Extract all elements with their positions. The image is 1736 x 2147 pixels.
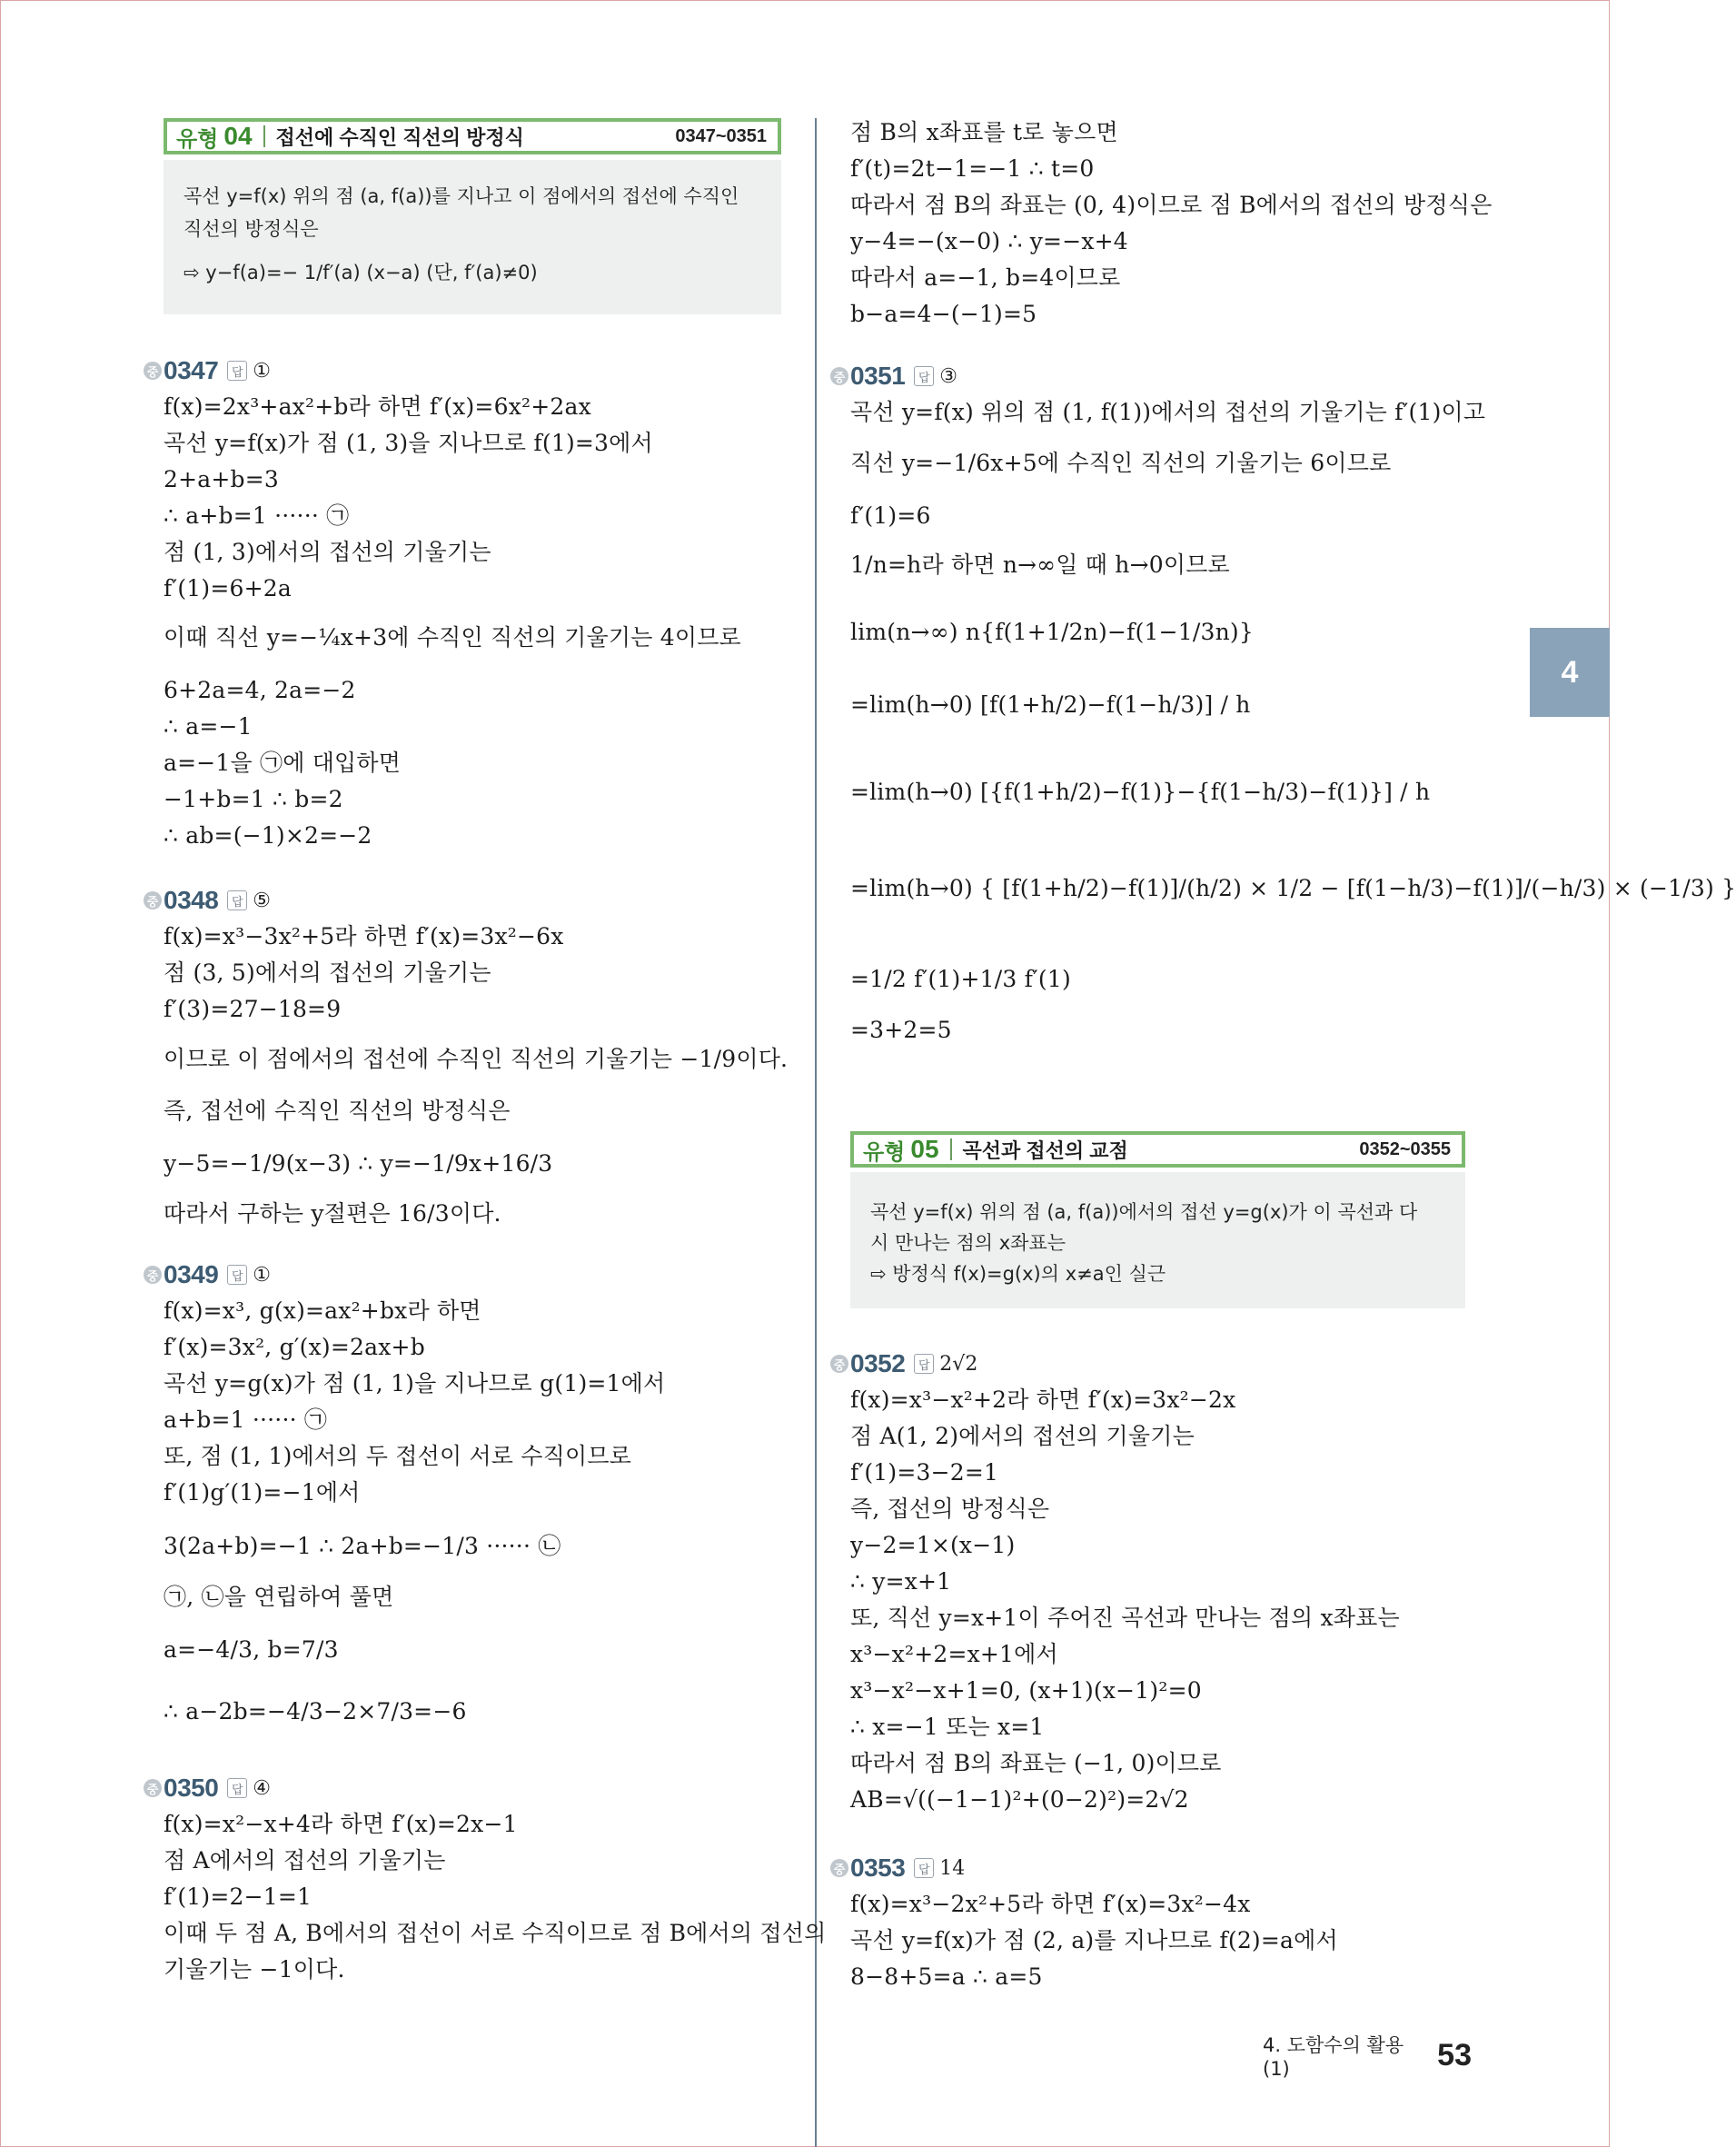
difficulty-badge: 중	[830, 1859, 848, 1877]
solution-line: 6+2a=4, 2a=−2	[164, 677, 356, 703]
solution-line: 또, 점 (1, 1)에서의 두 접선이 서로 수직이므로	[164, 1443, 632, 1469]
solution-line: y−4=−(x−0) ∴ y=−x+4	[850, 228, 1128, 254]
answer-value: ④	[253, 1776, 272, 1800]
type-range: 0352~0355	[1359, 1138, 1451, 1159]
solution-line: b−a=4−(−1)=5	[850, 301, 1037, 327]
solution-line: 곡선 y=f(x)가 점 (2, a)를 지나므로 f(2)=a에서	[850, 1927, 1338, 1953]
solution-line: 점 (3, 5)에서의 접선의 기울기는	[164, 959, 491, 986]
answer-tag: 답	[914, 366, 934, 386]
problem-number: 0352	[850, 1349, 906, 1377]
summary-line: 직선의 방정식은	[184, 218, 319, 240]
difficulty-badge: 중	[830, 1355, 848, 1373]
solution-line: f′(1)=6	[850, 502, 931, 529]
page-footer	[1263, 2034, 1472, 2080]
solution-line: ∴ y=x+1	[850, 1568, 952, 1595]
column-divider	[815, 118, 817, 2147]
answer-tag: 답	[914, 1858, 934, 1878]
difficulty-badge: 중	[144, 1779, 162, 1797]
solution-line: 3(2a+b)=−1 ∴ 2a+b=−1/3 ······ ㉡	[164, 1533, 561, 1559]
solution-line: 이므로 이 점에서의 접선에 수직인 직선의 기울기는 −1/9이다.	[164, 1046, 789, 1072]
type-title: 접선에 수직인 직선의 방정식	[275, 125, 524, 149]
solution-line: =3+2=5	[850, 1017, 952, 1043]
type-number: 04	[223, 122, 253, 150]
solution-line: 직선 y=−1/6x+5에 수직인 직선의 기울기는 6이므로	[850, 450, 1392, 476]
solution-line: f′(1)g′(1)=−1에서	[164, 1479, 361, 1506]
solution-line: 곡선 y=f(x)가 점 (1, 3)을 지나므로 f(1)=3에서	[164, 430, 653, 456]
solution-line: a=−1을 ㉠에 대입하면	[164, 750, 402, 776]
solution-line: 이때 두 점 A, B에서의 접선이 서로 수직이므로 점 B에서의 접선의	[164, 1920, 827, 1946]
solution-line: 곡선 y=g(x)가 점 (1, 1)을 지나므로 g(1)=1에서	[164, 1370, 666, 1397]
solution-line: x³−x²−x+1=0, (x+1)(x−1)²=0	[850, 1677, 1202, 1704]
summary-line: 곡선 y=f(x) 위의 점 (a, f(a))에서의 접선 y=g(x)가 이 곡선과 다	[870, 1201, 1418, 1223]
answer-tag: 답	[227, 1265, 247, 1285]
type-label: 유형	[176, 126, 219, 152]
answer-value: 2√2	[939, 1352, 978, 1376]
problem-number: 0351	[850, 362, 906, 390]
difficulty-badge: 중	[144, 362, 162, 380]
solution-line: −1+b=1 ∴ b=2	[164, 786, 343, 812]
chapter-tab[interactable]: 4	[1530, 628, 1610, 717]
solution-line: a=−4/3, b=7/3	[164, 1636, 339, 1663]
problem-number: 0347	[164, 356, 219, 384]
type-05-summary	[850, 1172, 1465, 1308]
solution-line: ∴ a−2b=−4/3−2×7/3=−6	[164, 1698, 467, 1725]
problem-number: 0353	[850, 1854, 906, 1882]
summary-line: 곡선 y=f(x) 위의 점 (a, f(a))를 지나고 이 점에서의 접선에 수직인	[184, 185, 739, 207]
solution-line: =1/2 f′(1)+1/3 f′(1)	[850, 966, 1071, 992]
footer-chapter: 4. 도함수의 활용 (1)	[1263, 2034, 1404, 2080]
problem-0353-header	[830, 1854, 965, 1883]
solution-line: y−5=−1/9(x−3) ∴ y=−1/9x+16/3	[164, 1150, 553, 1177]
solution-line: 따라서 a=−1, b=4이므로	[850, 264, 1121, 291]
solution-line: =lim(h→0) { [f(1+h/2)−f(1)]/(h/2) × 1/2 − [f(1−h/3)−f(1)]/(−h/3) × (−1/3) }	[850, 875, 1736, 901]
solution-line: 점 (1, 3)에서의 접선의 기울기는	[164, 539, 491, 565]
type-separator	[263, 125, 265, 147]
solution-line: 점 A(1, 2)에서의 접선의 기울기는	[850, 1423, 1195, 1449]
type-04-summary	[164, 160, 781, 314]
solution-line: AB=√((−1−1)²+(0−2)²)=2√2	[850, 1786, 1189, 1813]
answer-tag: 답	[227, 890, 247, 910]
solution-line: f(x)=x³−2x²+5라 하면 f′(x)=3x²−4x	[850, 1891, 1251, 1917]
type-number: 05	[910, 1135, 939, 1163]
solution-line: f′(t)=2t−1=−1 ∴ t=0	[850, 155, 1095, 182]
solution-line: 또, 직선 y=x+1이 주어진 곡선과 만나는 점의 x좌표는	[850, 1605, 1400, 1631]
solution-line: ㉠, ㉡을 연립하여 풀면	[164, 1584, 394, 1610]
solution-line: 따라서 점 B의 좌표는 (0, 4)이므로 점 B에서의 접선의 방정식은	[850, 192, 1493, 218]
type-separator	[950, 1138, 952, 1160]
solution-line: 1/n=h라 하면 n→∞일 때 h→0이므로	[850, 552, 1230, 578]
solution-line: 곡선 y=f(x) 위의 점 (1, f(1))에서의 접선의 기울기는 f′(1)이고	[850, 399, 1486, 425]
difficulty-badge: 중	[830, 367, 848, 385]
solution-line: 따라서 점 B의 좌표는 (−1, 0)이므로	[850, 1750, 1222, 1776]
problem-0351-header	[830, 362, 957, 391]
type-05-header	[850, 1131, 1465, 1168]
summary-line: ⇨ y−f(a)=− 1/f′(a) (x−a) (단, f′(a)≠0)	[184, 262, 538, 283]
solution-line: =lim(h→0) [f(1+h/2)−f(1−h/3)] / h	[850, 691, 1251, 718]
solution-line: f′(1)=6+2a	[164, 575, 292, 601]
problem-number: 0349	[164, 1260, 219, 1288]
solution-line: f(x)=x³−x²+2라 하면 f′(x)=3x²−2x	[850, 1387, 1236, 1413]
solution-line: ∴ ab=(−1)×2=−2	[164, 822, 372, 849]
solution-line: =lim(h→0) [{f(1+h/2)−f(1)}−{f(1−h/3)−f(1)}] / h	[850, 779, 1431, 805]
solution-line: 따라서 구하는 y절편은 16/3이다.	[164, 1200, 501, 1227]
solution-line: 점 A에서의 접선의 기울기는	[164, 1847, 446, 1874]
type-04-header	[164, 118, 781, 154]
difficulty-badge: 중	[144, 891, 162, 909]
solution-line: ∴ x=−1 또는 x=1	[850, 1714, 1045, 1740]
answer-value: ①	[253, 1263, 272, 1287]
answer-value: ①	[253, 359, 272, 383]
solution-line: f(x)=x²−x+4라 하면 f′(x)=2x−1	[164, 1811, 518, 1837]
problem-0347-header	[144, 356, 271, 385]
solution-line: f′(x)=3x², g′(x)=2ax+b	[164, 1334, 425, 1360]
solution-line: y−2=1×(x−1)	[850, 1532, 1016, 1558]
solution-line: 기울기는 −1이다.	[164, 1956, 345, 1983]
problem-0350-header	[144, 1774, 271, 1803]
answer-value: ⑤	[253, 889, 272, 912]
type-range: 0347~0351	[675, 125, 767, 146]
answer-tag: 답	[914, 1354, 934, 1374]
type-label: 유형	[863, 1139, 906, 1165]
solution-line: 이때 직선 y=−¼x+3에 수직인 직선의 기울기는 4이므로	[164, 624, 741, 651]
type-title: 곡선과 접선의 교점	[962, 1138, 1128, 1162]
solution-line: 즉, 접선의 방정식은	[850, 1496, 1050, 1522]
problem-number: 0350	[164, 1774, 219, 1802]
page-number: 53	[1437, 2037, 1472, 2072]
summary-line: 시 만나는 점의 x좌표는	[870, 1232, 1066, 1254]
answer-tag: 답	[227, 361, 247, 381]
solution-line: f(x)=2x³+ax²+b라 하면 f′(x)=6x²+2ax	[164, 393, 591, 420]
difficulty-badge: 중	[144, 1266, 162, 1284]
answer-value: 14	[939, 1856, 966, 1880]
solution-line: 점 B의 x좌표를 t로 놓으면	[850, 119, 1118, 145]
summary-line: ⇨ 방정식 f(x)=g(x)의 x≠a인 실근	[870, 1263, 1166, 1285]
problem-0352-header	[830, 1349, 977, 1378]
answer-tag: 답	[227, 1778, 247, 1798]
solution-line: f′(1)=2−1=1	[164, 1884, 312, 1910]
problem-0348-header	[144, 886, 271, 915]
solution-line: f′(3)=27−18=9	[164, 996, 342, 1022]
answer-value: ③	[939, 364, 958, 388]
solution-line: f(x)=x³, g(x)=ax²+bx라 하면	[164, 1297, 481, 1324]
solution-line: x³−x²+2=x+1에서	[850, 1641, 1058, 1667]
solution-line: lim(n→∞) n{f(1+1/2n)−f(1−1/3n)}	[850, 619, 1254, 645]
solution-line: ∴ a=−1	[164, 713, 253, 740]
solution-line: a+b=1 ······ ㉠	[164, 1406, 328, 1433]
solution-line: 2+a+b=3	[164, 466, 279, 492]
solution-line: 8−8+5=a ∴ a=5	[850, 1963, 1043, 1990]
solution-line: f(x)=x³−3x²+5라 하면 f′(x)=3x²−6x	[164, 923, 564, 949]
solution-line: 즉, 접선에 수직인 직선의 방정식은	[164, 1098, 511, 1124]
solution-line: f′(1)=3−2=1	[850, 1459, 999, 1486]
problem-0349-header	[144, 1260, 271, 1289]
solution-line: ∴ a+b=1 ······ ㉠	[164, 502, 350, 529]
problem-number: 0348	[164, 886, 219, 914]
